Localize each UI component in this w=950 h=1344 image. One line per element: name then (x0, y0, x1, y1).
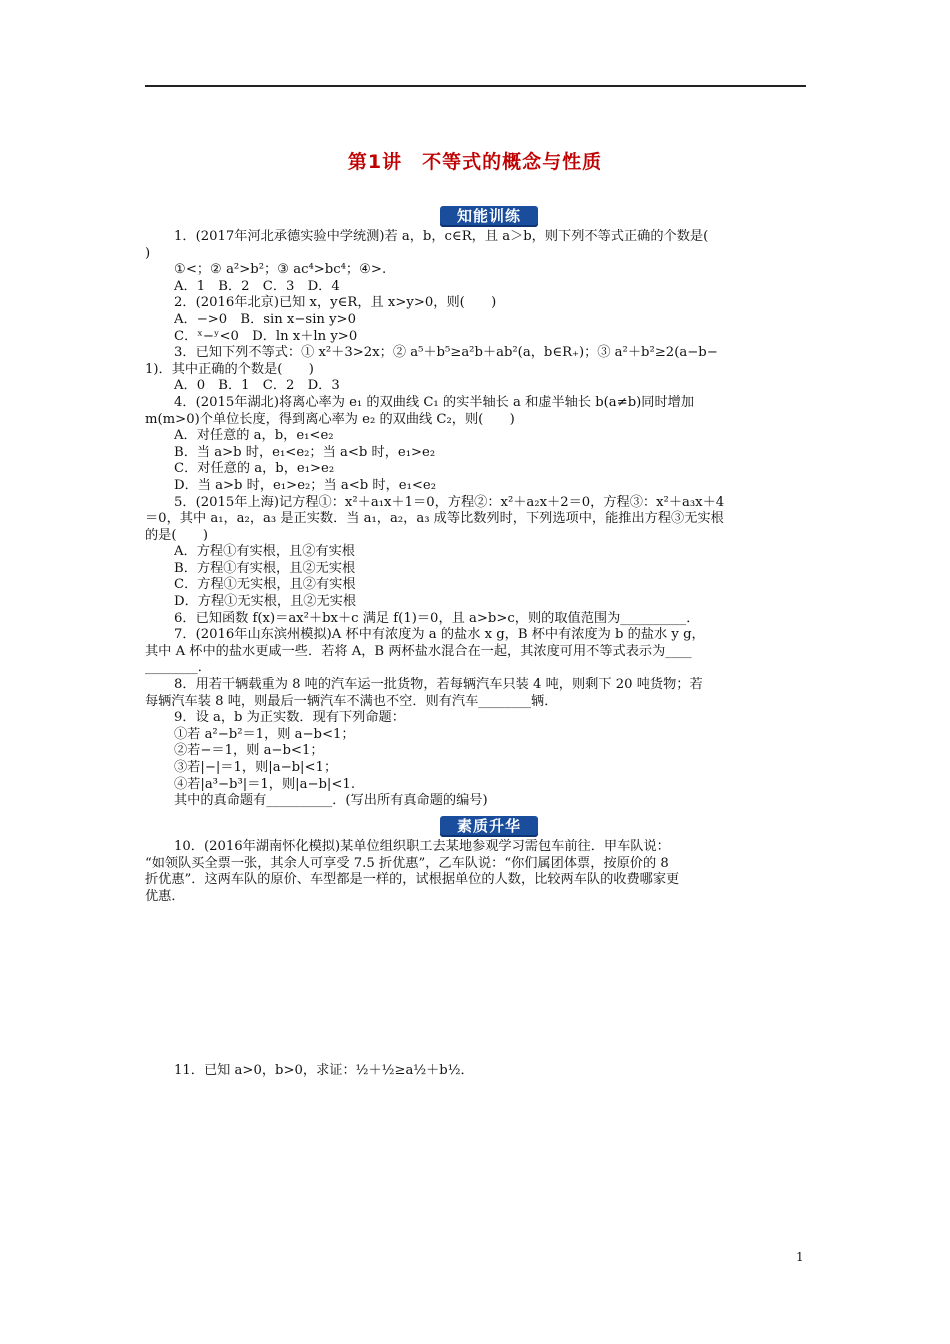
exercise-block-1 (145, 229, 808, 810)
text-line: 1．(2017年河北承德实验中学统测)若 a，b，c∈R，且 a＞b，则下列不等式正确的个数是( (174, 229, 709, 244)
question-11 (174, 1063, 808, 1080)
text-line: ①若 a²−b²＝1，则 a−b<1； (174, 726, 355, 742)
text-line: ①<；② a²>b²；③ ac⁴>bc⁴；④>. (174, 262, 387, 278)
text-line: A．方程①有实根，且②有实根 (174, 544, 355, 560)
text-line: 优惠． (145, 888, 185, 904)
text-line: 1)．其中正确的个数是( ) (145, 361, 314, 377)
text-line: A．0 B．1 C．2 D．3 (174, 378, 340, 394)
text-line: “如领队买全票一张，其余人可享受 7.5 折优惠”，乙车队说：“你们属团体票，按原价的 8 (145, 855, 669, 871)
text-line: D．当 a>b 时，e₁>e₂；当 a<b 时，e₁<e₂ (174, 477, 437, 493)
text-line: 2．(2016年北京)已知 x，y∈R，且 x>y>0，则( ) (174, 295, 497, 311)
exercise-block-2 (145, 839, 808, 905)
text-line: 其中 A 杯中的盐水更咸一些．若将 A，B 两杯盐水混合在一起，其浓度可用不等式表示为____ (145, 643, 692, 659)
text-line: B．当 a>b 时，e₁<e₂；当 a<b 时，e₁>e₂ (174, 444, 436, 460)
text-line: 8．用若干辆载重为 8 吨的汽车运一批货物，若每辆汽车只装 4 吨，则剩下 20 吨货物；若 (174, 677, 703, 693)
text-line: C．方程①无实根，且②有实根 (174, 577, 356, 593)
text-line: 7．(2016年山东滨州模拟)A 杯中有浓度为 a 的盐水 x g，B 杯中有浓度为 b 的盐水 y g， (174, 627, 705, 643)
text-line: ②若−＝1，则 a−b<1； (174, 743, 324, 759)
text-line: A．对任意的 a，b，e₁<e₂ (174, 428, 334, 444)
header-rule (145, 85, 806, 87)
text-line: A．−>0 B．sin x−sin y>0 (174, 311, 356, 327)
text-line: B．方程①有实根，且②无实根 (174, 560, 356, 576)
text-line: 折优惠”．这两车队的原价、车型都是一样的，试根据单位的人数，比较两车队的收费哪家更 (145, 872, 680, 888)
text-line: C．ˣ−ʸ<0 D．ln x＋ln y>0 (174, 328, 358, 344)
text-line: 5．(2015年上海)记方程①：x²＋a₁x＋1＝0，方程②：x²＋a₂x＋2＝0，方程③：x²＋a₃x＋4 (174, 494, 725, 510)
text-line: ＝0，其中 a₁，a₂，a₃ 是正实数．当 a₁，a₂，a₃ 成等比数列时，下列选项中，能推出方程③无实根 (145, 511, 724, 527)
text-line: 3．已知下列不等式：① x²＋3>2x；② a⁵＋b⁵≥a²b＋ab²(a，b∈R₊)；③ a²＋b²≥2(a−b− (174, 345, 718, 361)
section-banner-zhineng: 知能训练 (440, 206, 538, 227)
text-line: ) (145, 245, 151, 261)
text-line: 4．(2015年湖北)将离心率为 e₁ 的双曲线 C₁ 的实半轴长 a 和虚半轴长 b(a≠b)同时增加 (174, 394, 695, 410)
text-line: 其中的真命题有__________．(写出所有真命题的编号) (174, 793, 488, 809)
text-line: 9．设 a，b 为正实数．现有下列命题： (174, 710, 405, 726)
text-line: 每辆汽车装 8 吨，则最后一辆汽车不满也不空．则有汽车________辆． (145, 693, 558, 709)
text-line: m(m>0)个单位长度，得到离心率为 e₂ 的双曲线 C₂，则( ) (145, 411, 515, 427)
page-title: 第1讲 不等式的概念与性质 (347, 151, 603, 173)
page-number: 1 (796, 1250, 804, 1264)
text-line: ③若|−|＝1，则|a−b|<1； (174, 760, 338, 775)
text-line: 11．已知 a>0，b>0，求证：½＋½≥a½＋b½． (174, 1063, 474, 1078)
text-line: ④若|a³−b³|＝1，则|a−b|<1. (174, 776, 356, 792)
text-line: 10．(2016年湖南怀化模拟)某单位组织职工去某地参观学习需包车前往．甲车队说： (174, 839, 670, 854)
text-line: 的是( ) (145, 527, 209, 543)
text-line: 6．已知函数 f(x)＝ax²＋bx＋c 满足 f(1)＝0，且 a>b>c，则的取值范围为__________． (174, 610, 700, 626)
text-line: D．方程①无实根，且②无实根 (174, 594, 357, 610)
text-line: C．对任意的 a，b，e₁>e₂ (174, 461, 335, 477)
text-line: A．1 B．2 C．3 D．4 (174, 278, 340, 294)
section-banner-suzhi: 素质升华 (440, 816, 538, 837)
text-line: ________． (145, 660, 211, 676)
